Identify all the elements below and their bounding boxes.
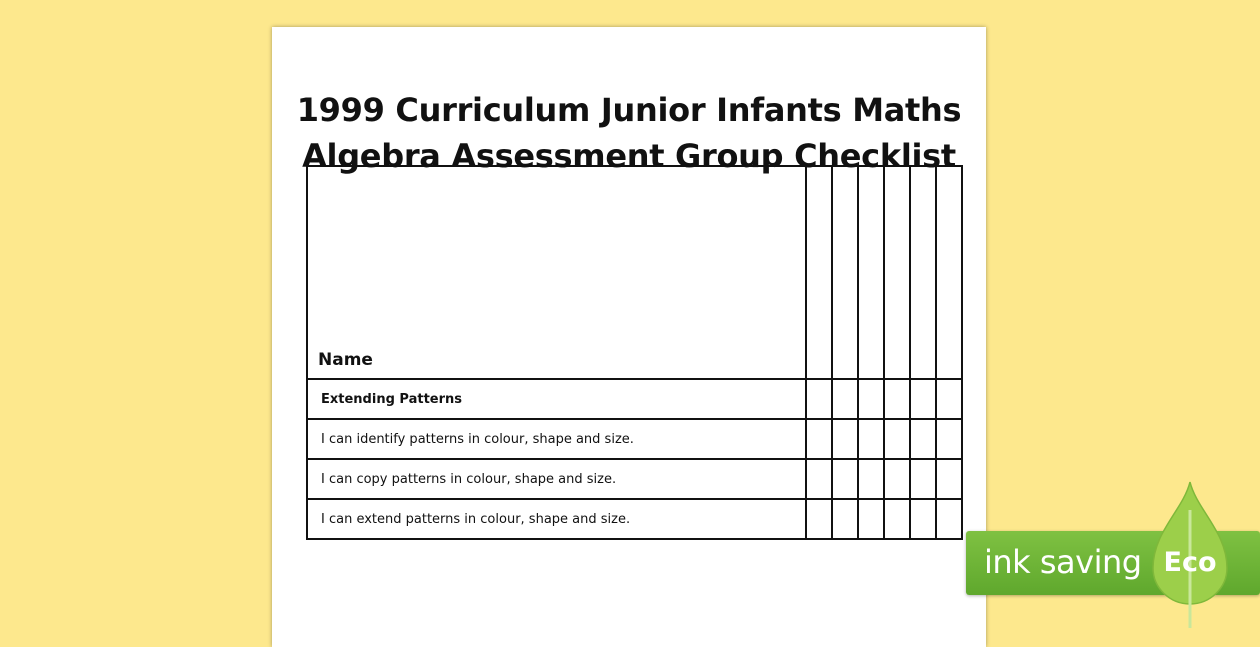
check-cell: [832, 459, 858, 499]
check-cell: [936, 499, 962, 539]
title-line-1: 1999 Curriculum Junior Infants Maths: [296, 91, 962, 129]
name-column-cell: [858, 166, 884, 379]
table-row: [307, 419, 962, 459]
name-column-cell: [806, 166, 832, 379]
check-cell: [858, 419, 884, 459]
check-cell: [910, 499, 936, 539]
check-cell: [858, 379, 884, 419]
table-row: [307, 459, 962, 499]
title-line-2: Algebra Assessment Group Checklist: [302, 137, 956, 175]
name-header: Name: [307, 166, 806, 379]
check-cell: [884, 499, 910, 539]
check-cell: [806, 379, 832, 419]
check-cell: [936, 419, 962, 459]
check-cell: [806, 499, 832, 539]
check-cell: [858, 499, 884, 539]
check-cell: [832, 499, 858, 539]
check-cell: [832, 379, 858, 419]
check-cell: [858, 459, 884, 499]
check-cell: [884, 379, 910, 419]
checklist-item: I can extend patterns in colour, shape and size.: [307, 499, 806, 539]
name-column-cell: [884, 166, 910, 379]
eco-leaf-icon: [1145, 480, 1235, 630]
check-cell: [832, 419, 858, 459]
check-cell: [910, 419, 936, 459]
eco-label: Eco: [1163, 547, 1217, 578]
check-cell: [806, 459, 832, 499]
checklist-item: I can copy patterns in colour, shape and size.: [307, 459, 806, 499]
ink-saving-label: ink saving: [984, 543, 1142, 581]
check-cell: [910, 459, 936, 499]
section-row: [307, 379, 962, 419]
check-cell: [910, 379, 936, 419]
checklist-table: [306, 165, 963, 540]
check-cell: [884, 459, 910, 499]
check-cell: [936, 459, 962, 499]
name-column-cell: [910, 166, 936, 379]
table-row: [307, 499, 962, 539]
checklist-item: I can identify patterns in colour, shape and size.: [307, 419, 806, 459]
name-column-cell: [936, 166, 962, 379]
header-row: [307, 166, 962, 379]
check-cell: [936, 379, 962, 419]
check-cell: [884, 419, 910, 459]
section-heading: Extending Patterns: [307, 379, 806, 419]
check-cell: [806, 419, 832, 459]
name-column-cell: [832, 166, 858, 379]
